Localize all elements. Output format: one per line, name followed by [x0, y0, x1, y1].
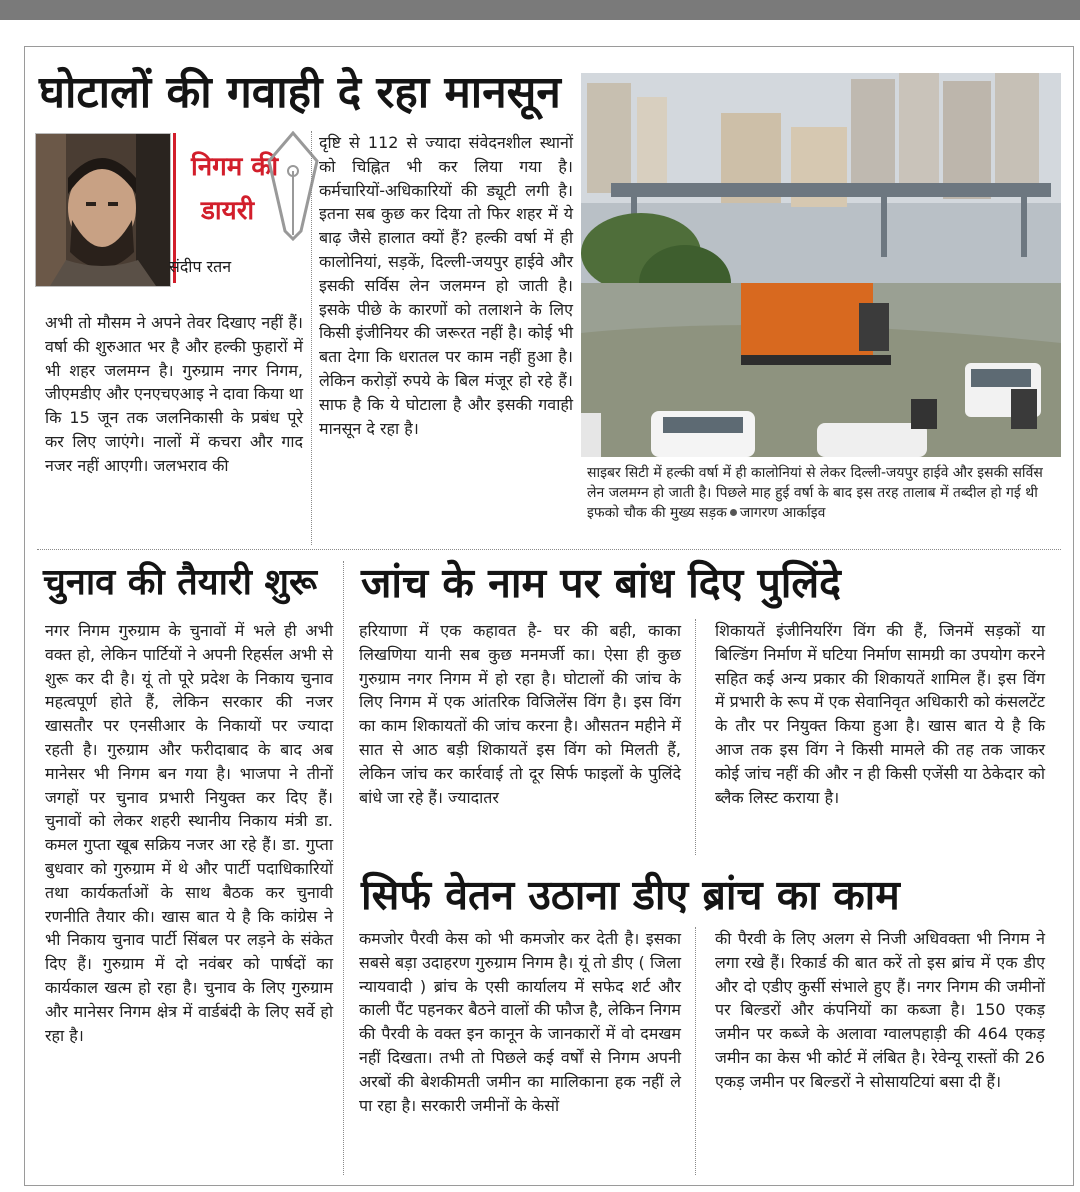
- photo-caption: [587, 463, 1061, 523]
- column-name-line2: डायरी: [201, 196, 255, 226]
- probe-headline: जांच के नाम पर बांध दिए पुलिंदे: [361, 559, 841, 607]
- column-divider: [695, 927, 696, 1175]
- lead-headline: घोटालों की गवाही दे रहा मानसून: [39, 67, 561, 118]
- author-name: संदीप रतन: [169, 257, 232, 276]
- section-divider: [37, 549, 1061, 550]
- lead-col2-text: दृष्टि से 112 से ज्यादा संवेदनशील स्थानों को चिह्नित भी कर लिया गया है। कर्मचारियों-अधिकारियों की ड्यूटी लगी है। इतना सब कुछ कर दिया तो फिर शहर में ये बाढ़ जैसे हालात क्यों हैं? हल्की वर्षा में ही कालोनियां, सड़कें, दिल्ली-जयपुर हाईवे और इसकी सर्विस लेन जलमग्न हो जाती है। इसके पीछे के कारणों को तलाशने के लिए किसी इंजीनियर की जरूरत नहीं है। कोई भी बता देगा कि धरातल पर काम नहीं हुआ है। लेकिन करोड़ों रुपये के बिल मंजूर हो रहे हैं। साफ है कि ये घोटाला है और इसकी गवाही मानसून दे रहा है।: [319, 133, 573, 438]
- photo-caption-text: साइबर सिटी में हल्की वर्षा में ही कालोनियां से लेकर दिल्ली-जयपुर हाईवे और इसकी सर्विस लेन जलमग्न हो जाती है। पिछले माह हुई वर्षा के बाद इस तरह तालाब में तब्दील हो गई थी इफको चौक की मुख्य सड़क: [587, 465, 1043, 521]
- author-photo: [35, 133, 171, 287]
- salary-col2-text: की पैरवी के लिए अलग से निजी अधिवक्ता भी निगम ने लगा रखे हैं। रिकार्ड की बात करें तो इस ब्रांच में एक डीए और दो एडीए कुर्सी संभाले हुए हैं। नगर निगम की जमीनों पर बिल्डरों और कंपनियों का कब्जा है। 150 एकड़ जमीन पर कब्जे के अलावा ग्वालपहाड़ी की 464 एकड़ जमीन का केस भी कोर्ट में लंबित है। रेवेन्यू रास्तों की 26 एकड़ जमीन पर बिल्डरों ने सोसायटियां बसा दी हैं।: [715, 929, 1045, 1091]
- lead-col1-text: अभी तो मौसम ने अपने तेवर दिखाए नहीं हैं। वर्षा की शुरुआत भर है और हल्की फुहारों में भी शहर जलमग्न है। गुरुग्राम नगर निगम, जीएमडीए और एनएचएआइ ने दावा किया था कि 15 जून तक जलनिकासी के प्रबंध पूरे कर लिए जाएंगे। नालों में कचरा और गाद नजर नहीं आएगी। जलभराव की: [45, 313, 303, 475]
- probe-col2-text: शिकायतें इंजीनियरिंग विंग की हैं, जिनमें सड़कों या बिल्डिंग निर्माण में घटिया निर्माण सामग्री का उपयोग करने सहित कई अन्य प्रकार की शिकायतें शामिल हैं। इस विंग में प्रभारी के रूप में एक सेवानिवृत अधिकारी को कंसलटेंट के तौर पर नियुक्त किया हुआ है। खास बात ये है कि आज तक इस विंग ने किसी मामले की तह तक जाकर कोई जांच नहीं की और न ही किसी एजेंसी या ठेकेदार को ब्लैक लिस्ट कराया है।: [715, 621, 1045, 807]
- pen-nib-icon: [265, 131, 321, 241]
- probe-col1-text: हरियाणा में एक कहावत है- घर की बही, काका लिखणिया यानी सब कुछ मनमर्जी का। ऐसा ही कुछ गुरुग्राम नगर निगम में हो रहा है। घोटालों की जांच के लिए निगम में एक आंतरिक विजिलेंस विंग है। इस विंग का काम शिकायतों की जांच करना है। औसतन महीने में सात से आठ बड़ी शिकायतें इस विंग को मिलती हैं, लेकिन जांच कर कार्रवाई तो दूर सिर्फ फाइलों के पुलिंदे बांधे जा रहे हैं। ज्यादातर: [359, 621, 681, 807]
- column-name-line1: निगम की: [191, 152, 279, 182]
- author-portrait-icon: [36, 134, 170, 286]
- column-divider: [343, 561, 344, 1175]
- flooded-road-photo-icon: [581, 73, 1061, 457]
- bullet-icon: [730, 509, 737, 516]
- newspaper-page: [24, 46, 1074, 1186]
- column-divider: [695, 619, 696, 855]
- election-text: नगर निगम गुरुग्राम के चुनावों में भले ही अभी वक्त हो, लेकिन पार्टियों ने अपनी रिहर्सल अभी से शुरू कर दी है। यूं तो पूरे प्रदेश के निकाय चुनाव महत्वपूर्ण होते हैं, लेकिन सरकार की नजर खासतौर पर एनसीआर के निकायों पर ज्यादा रहती है। गुरुग्राम और फरीदाबाद के बाद अब मानेसर भी निगम बन गया है। भाजपा ने तीनों जगहों पर चुनाव प्रभारी नियुक्त कर दिए हैं। चुनावों को लेकर शहरी स्थानीय निकाय मंत्री डा. कमल गुप्ता खूब सक्रिय नजर आ रहे हैं। डा. गुप्ता बुधवार को गुरुग्राम में थे और पार्टी पदाधिकारियों तथा कार्यकर्ताओं के साथ बैठक कर चुनावी रणनीति तैयार की। खास बात ये है कि कांग्रेस ने भी निकाय चुनाव पार्टी सिंबल पर लड़ने के संकेत दिए हैं। गुरुग्राम में दो नवंबर को पार्षदों का कार्यकाल खत्म हो रहा है। चुनाव के लिए गुरुग्राम और मानेसर निगम क्षेत्र में वार्डबंदी के लिए सर्वे हो रहा है।: [45, 621, 333, 1045]
- election-headline: चुनाव की तैयारी शुरू: [43, 562, 317, 603]
- flood-photo: [581, 73, 1061, 457]
- salary-headline: सिर्फ वेतन उठाना डीए ब्रांच का काम: [361, 871, 900, 919]
- salary-col1-text: कमजोर पैरवी केस को भी कमजोर कर देती है। इसका सबसे बड़ा उदाहरण गुरुग्राम निगम है। यूं तो डीए ( जिला न्यायवादी ) ब्रांच के एसी कार्यालय में सफेद शर्ट और काली पैंट पहनकर बैठने वालों की फौज है, लेकिन निगम की पैरवी के वक्त इन कानून के जानकारों में वो दमखम नहीं दिखता। तभी तो पिछले कई वर्षों से निगम अपनी अरबों की बेशकीमती जमीन का मालिकाना हक नहीं ले पा रहा है। सरकारी जमीनों के केसों: [359, 929, 681, 1115]
- photo-credit: जागरण आर्काइव: [739, 505, 826, 521]
- top-bar: [0, 0, 1080, 20]
- column-divider: [311, 131, 312, 545]
